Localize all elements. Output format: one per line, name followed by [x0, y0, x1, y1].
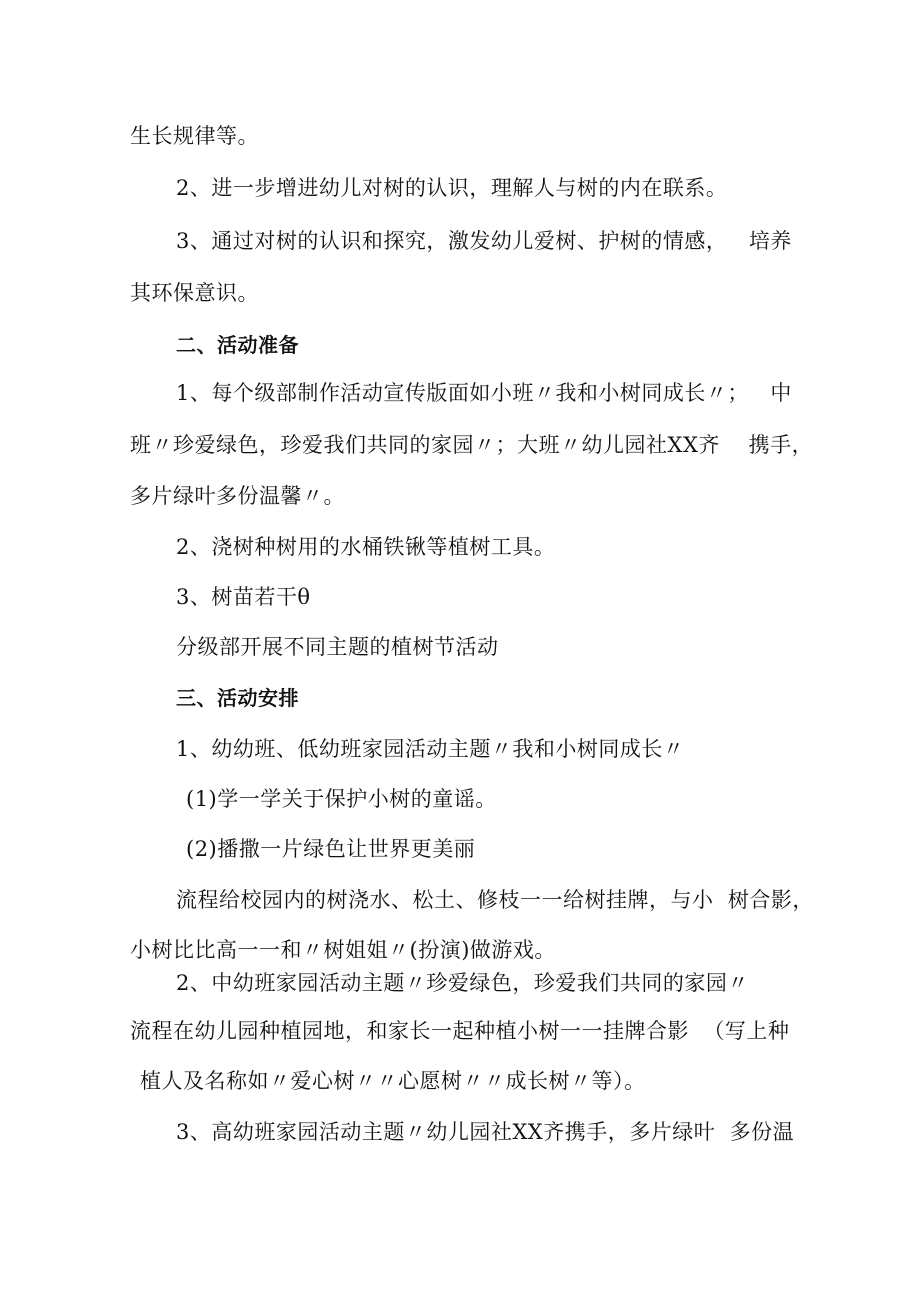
text-line-6: 1、每个级部制作活动宣传版面如小班〃我和小树同成长〃； 中	[176, 381, 792, 405]
text-line-2: 2、进一步增进幼儿对树的认识，理解人与树的内在联系。	[176, 176, 728, 200]
text-line-13: 1、幼幼班、低幼班家园活动主题〃我和小树同成长〃	[176, 737, 685, 761]
text-line-10: 3、树苗若干θ	[176, 585, 311, 609]
text-line-3: 3、通过对树的认识和探究，激发幼儿爱树、护树的情感， 培养	[176, 229, 792, 253]
text-line-15: (2)播撒一片绿色让世界更美丽	[186, 837, 476, 861]
text-line-1: 生长规律等。	[130, 124, 259, 148]
section-heading-preparation: 二、活动准备	[176, 333, 299, 357]
text-line-4: 其环保意识。	[130, 281, 259, 305]
text-line-7: 班〃珍爱绿色，珍爱我们共同的家园〃；大班〃幼儿园社XX齐 携手，	[130, 433, 814, 457]
text-line-8: 多片绿叶多份温馨〃。	[130, 484, 345, 508]
text-line-16: 流程给校园内的树浇水、松土、修枝一一给树挂牌，与小 树合影，	[176, 888, 814, 912]
text-line-14: (1)学一学关于保护小树的童谣。	[186, 787, 497, 811]
text-line-17: 小树比比高一一和〃树姐姐〃(扮演)做游戏。	[130, 938, 556, 962]
text-line-11: 分级部开展不同主题的植树节活动	[176, 635, 499, 659]
text-line-20: 植人及名称如〃爱心树〃〃心愿树〃〃成长树〃等）。	[140, 1069, 646, 1093]
text-line-9: 2、浇树种树用的水桶铁锹等植树工具。	[176, 535, 556, 559]
text-line-21: 3、高幼班家园活动主题〃幼儿园社XX齐携手，多片绿叶 多份温	[176, 1120, 795, 1144]
text-line-19: 流程在幼儿园种植园地，和家长一起种植小树一一挂牌合影 （写上种	[130, 1019, 790, 1043]
text-line-18: 2、中幼班家园活动主题〃珍爱绿色，珍爱我们共同的家园〃	[176, 971, 749, 995]
section-heading-arrangement: 三、活动安排	[176, 686, 299, 710]
